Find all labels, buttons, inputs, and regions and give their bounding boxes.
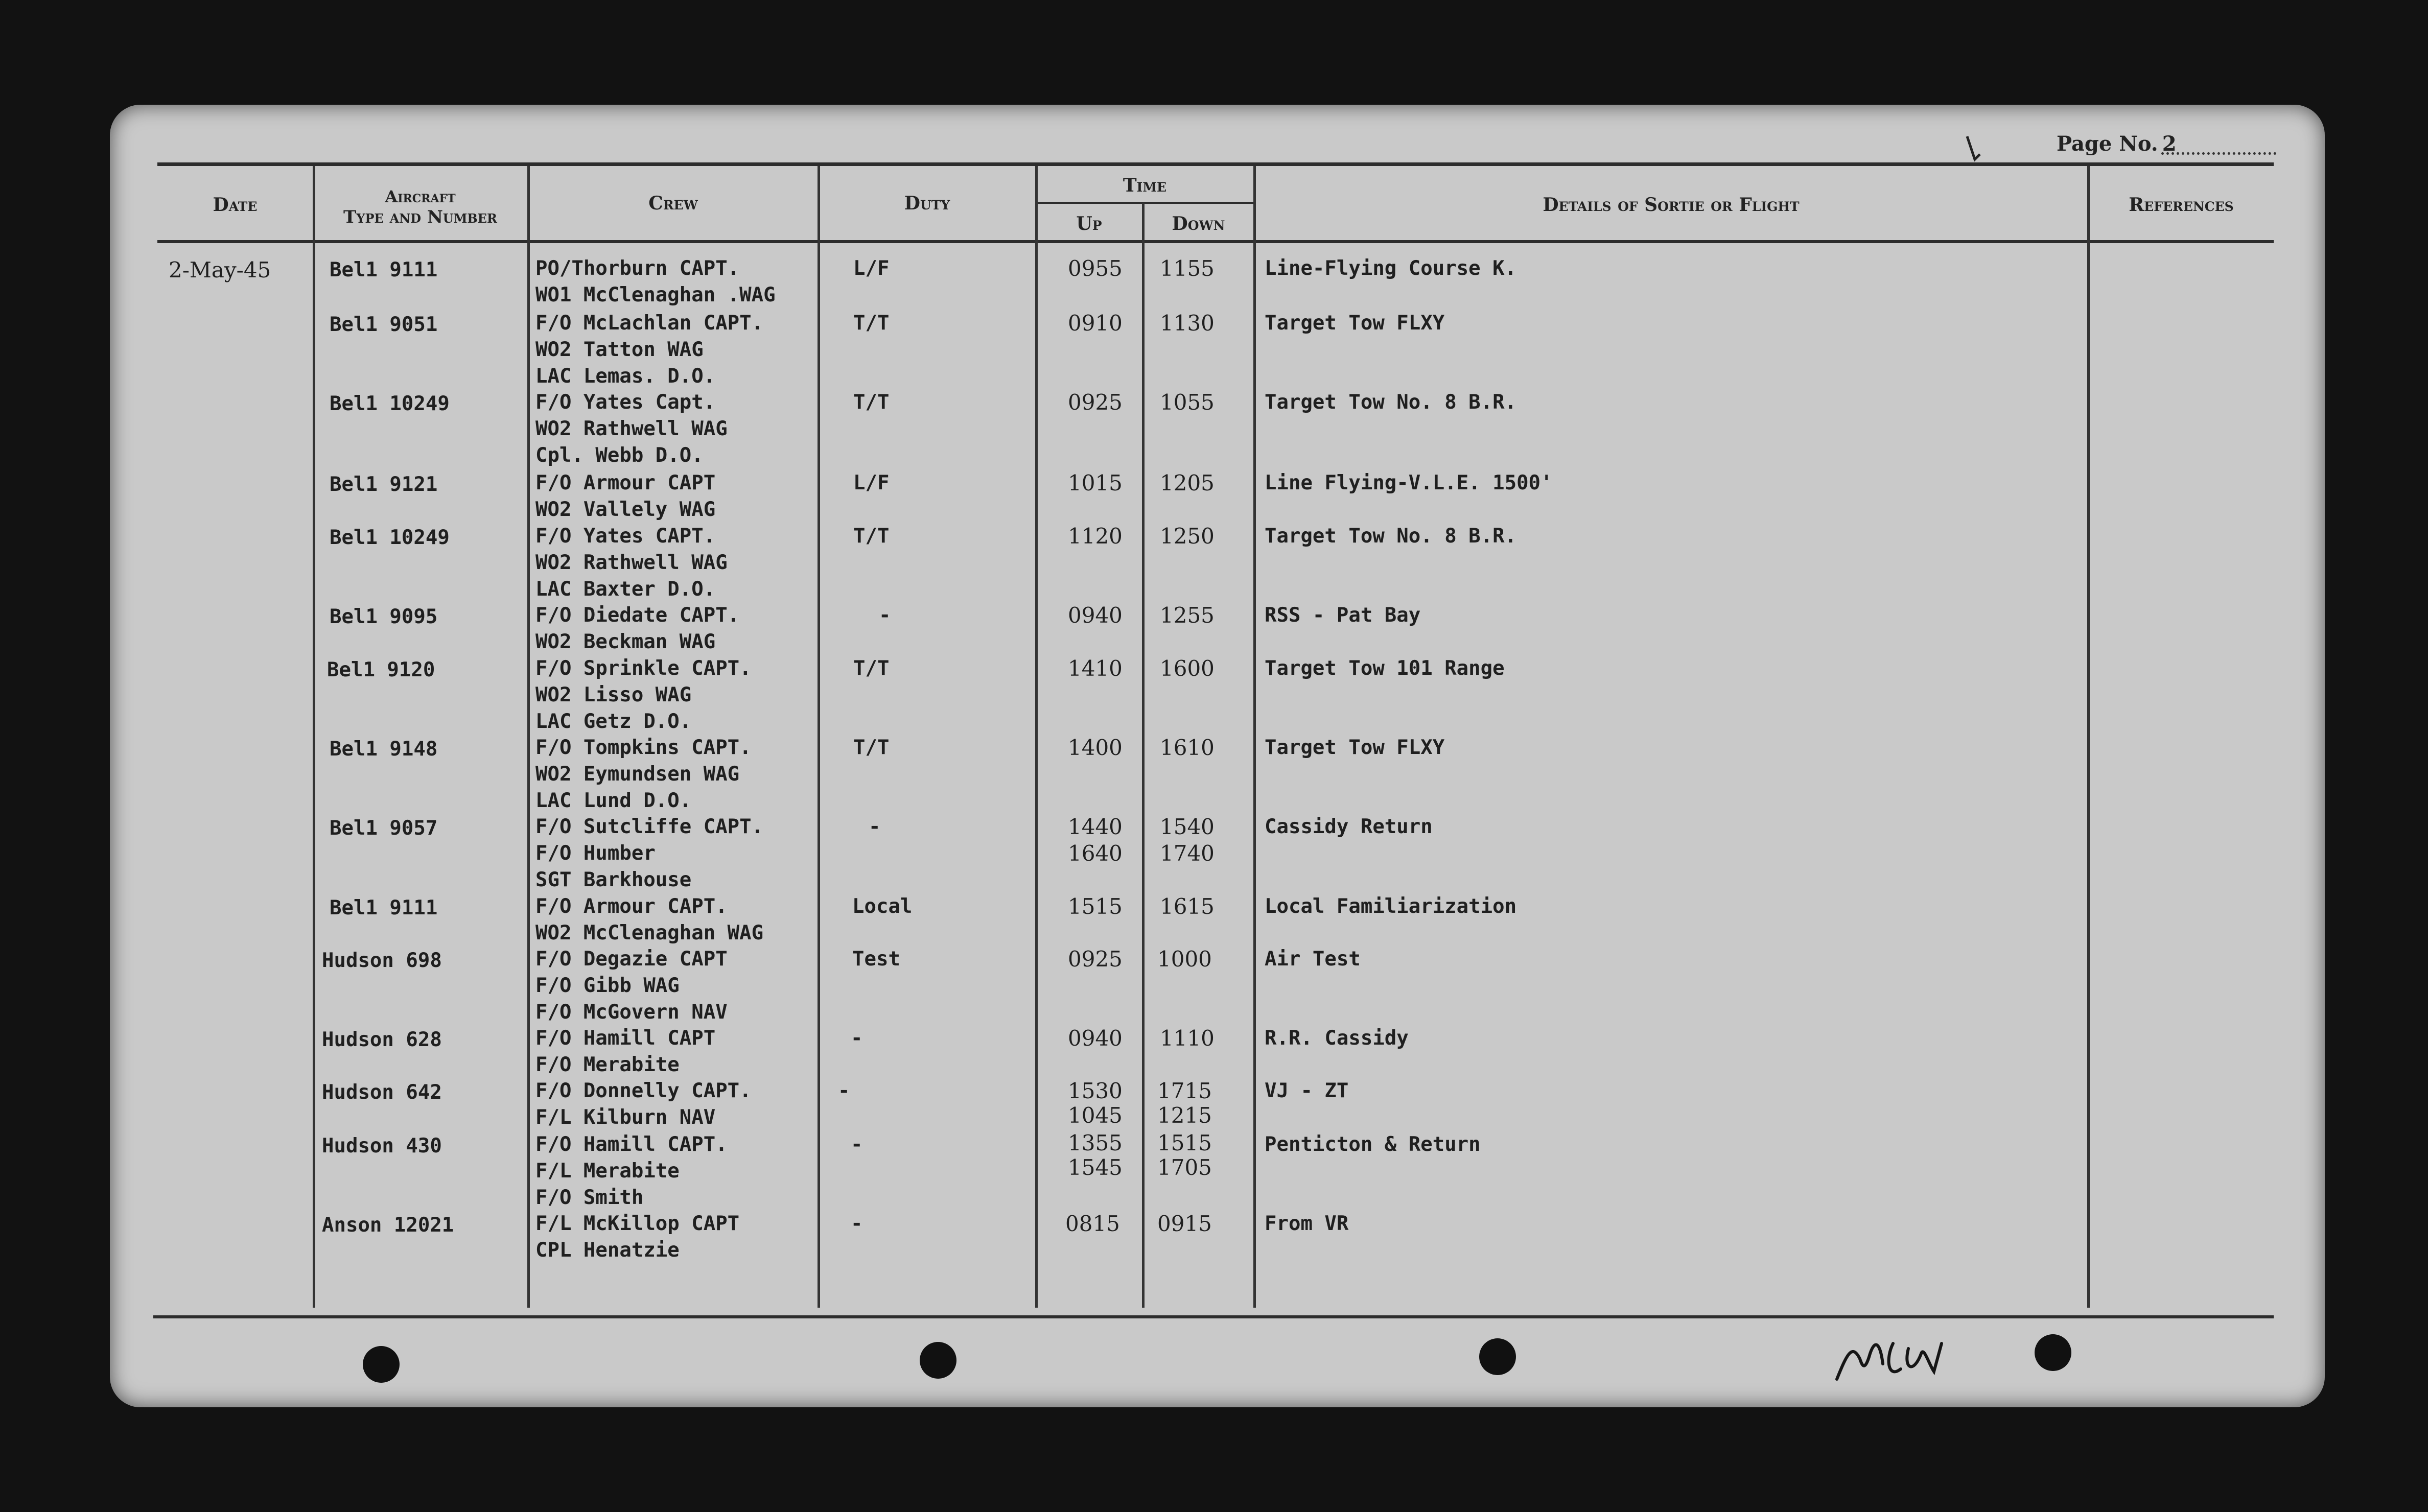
crew-line: F/O McGovern NAV bbox=[535, 1001, 728, 1024]
time-up: 0910 bbox=[1068, 311, 1123, 336]
time-up: 1120 bbox=[1068, 524, 1123, 549]
time-down: 1740 bbox=[1160, 841, 1215, 866]
time-up: 0955 bbox=[1068, 256, 1123, 281]
punch-hole bbox=[1479, 1338, 1516, 1375]
details-cell: Air Test bbox=[1265, 948, 1361, 971]
duty-cell: - bbox=[879, 604, 891, 627]
col-divider-duty bbox=[1035, 166, 1038, 1308]
duty-cell: - bbox=[869, 815, 881, 838]
col-divider-details bbox=[2087, 166, 2090, 1308]
crew-line: WO2 Beckman WAG bbox=[535, 630, 716, 653]
duty-cell: Test bbox=[852, 948, 900, 971]
duty-cell: T/T bbox=[853, 657, 890, 680]
crew-line: SGT Barkhouse bbox=[535, 868, 692, 891]
duty-cell: T/T bbox=[853, 525, 890, 548]
time-down: 1540 bbox=[1160, 814, 1215, 839]
time-up: 0925 bbox=[1068, 390, 1123, 415]
header-down: Down bbox=[1172, 213, 1225, 234]
details-cell: Target Tow FLXY bbox=[1265, 312, 1445, 335]
time-up: 0815 bbox=[1065, 1211, 1120, 1236]
time-down: 1615 bbox=[1160, 894, 1215, 919]
top-rule bbox=[157, 162, 2274, 166]
crew-line: LAC Lemas. D.O. bbox=[535, 365, 716, 388]
time-down: 1000 bbox=[1157, 947, 1212, 972]
col-divider-down bbox=[1253, 166, 1256, 1308]
col-divider-up bbox=[1142, 203, 1145, 1308]
duty-cell: L/F bbox=[853, 471, 890, 494]
details-cell: RSS - Pat Bay bbox=[1265, 604, 1421, 627]
crew-line: F/L McKillop CAPT bbox=[535, 1212, 740, 1235]
crew-line: F/O Merabite bbox=[535, 1053, 680, 1076]
details-cell: From VR bbox=[1265, 1212, 1349, 1235]
time-down: 1610 bbox=[1160, 735, 1215, 760]
time-up: 1545 bbox=[1068, 1155, 1123, 1180]
time-up: 1440 bbox=[1068, 814, 1123, 839]
time-down: 1600 bbox=[1160, 656, 1215, 681]
time-up: 0940 bbox=[1068, 1026, 1123, 1051]
crew-line: F/O McLachlan CAPT. bbox=[535, 312, 764, 335]
bottom-rule bbox=[153, 1315, 2274, 1318]
punch-hole bbox=[2035, 1334, 2071, 1371]
crew-line: F/O Diedate CAPT. bbox=[535, 604, 740, 627]
time-down: 1110 bbox=[1160, 1026, 1215, 1051]
duty-cell: T/T bbox=[853, 736, 890, 759]
details-cell: Target Tow FLXY bbox=[1265, 736, 1445, 759]
check-mark-icon bbox=[1965, 134, 1985, 164]
details-cell: VJ - ZT bbox=[1265, 1079, 1349, 1102]
crew-line: WO2 Eymundsen WAG bbox=[535, 763, 740, 786]
aircraft-cell: Hudson 430 bbox=[322, 1135, 442, 1157]
time-up: 1045 bbox=[1068, 1103, 1123, 1128]
col-divider-crew bbox=[818, 166, 820, 1308]
time-down: 1250 bbox=[1160, 524, 1215, 549]
header-bottom-rule bbox=[157, 240, 2274, 243]
punch-hole bbox=[920, 1342, 956, 1379]
crew-line: LAC Baxter D.O. bbox=[535, 578, 716, 601]
details-cell: Penticton & Return bbox=[1265, 1133, 1481, 1156]
crew-line: LAC Getz D.O. bbox=[535, 710, 692, 733]
page-label: Page No. bbox=[2057, 132, 2158, 156]
duty-cell: - bbox=[851, 1212, 863, 1235]
aircraft-cell: Bel1 10249 bbox=[330, 392, 450, 415]
duty-cell: Local bbox=[852, 895, 913, 918]
details-cell: Cassidy Return bbox=[1265, 815, 1433, 838]
aircraft-cell: Bel1 9057 bbox=[330, 817, 438, 840]
duty-cell: L/F bbox=[853, 257, 890, 280]
duty-cell: - bbox=[838, 1079, 850, 1102]
crew-line: F/O Donnelly CAPT. bbox=[535, 1079, 752, 1102]
crew-line: F/O Smith bbox=[535, 1186, 644, 1209]
crew-line: WO2 Rathwell WAG bbox=[535, 417, 728, 440]
crew-line: F/L Kilburn NAV bbox=[535, 1106, 716, 1129]
time-up: 0925 bbox=[1068, 947, 1123, 972]
time-up: 1640 bbox=[1068, 841, 1123, 866]
time-up: 1410 bbox=[1068, 656, 1123, 681]
time-down: 1215 bbox=[1157, 1103, 1212, 1128]
header-date: Date bbox=[213, 194, 258, 216]
crew-line: F/O Degazie CAPT bbox=[535, 948, 728, 971]
crew-line: LAC Lund D.O. bbox=[535, 789, 692, 812]
crew-line: F/O Gibb WAG bbox=[535, 974, 680, 997]
crew-line: F/O Hamill CAPT bbox=[535, 1027, 716, 1050]
time-down: 1515 bbox=[1157, 1130, 1212, 1155]
crew-line: F/O Armour CAPT. bbox=[535, 895, 728, 918]
time-up: 1400 bbox=[1068, 735, 1123, 760]
aircraft-cell: Bel1 9148 bbox=[330, 738, 438, 761]
header-up: Up bbox=[1076, 213, 1102, 234]
page-number: 2 bbox=[2162, 132, 2177, 156]
crew-line: F/O Sprinkle CAPT. bbox=[535, 657, 752, 680]
time-down: 1255 bbox=[1160, 603, 1215, 628]
details-cell: Target Tow No. 8 B.R. bbox=[1265, 391, 1517, 414]
punch-hole bbox=[363, 1346, 400, 1383]
crew-line: WO1 McClenaghan .WAG bbox=[535, 284, 776, 306]
col-divider-aircraft bbox=[527, 166, 530, 1308]
crew-line: F/O Hamill CAPT. bbox=[535, 1133, 728, 1156]
crew-line: WO2 Vallely WAG bbox=[535, 498, 716, 521]
aircraft-cell: Hudson 628 bbox=[322, 1028, 442, 1051]
header-crew: Crew bbox=[648, 193, 698, 214]
crew-line: F/L Merabite bbox=[535, 1160, 680, 1183]
crew-line: PO/Thorburn CAPT. bbox=[535, 257, 740, 280]
aircraft-cell: Bel1 9120 bbox=[327, 658, 435, 681]
handwritten-initials-icon bbox=[1832, 1323, 1959, 1389]
date-entry: 2-May-45 bbox=[169, 257, 271, 282]
aircraft-cell: Bel1 10249 bbox=[330, 526, 450, 549]
crew-line: WO2 McClenaghan WAG bbox=[535, 922, 764, 944]
details-cell: Line Flying-V.L.E. 1500' bbox=[1265, 471, 1553, 494]
details-cell: Local Familiarization bbox=[1265, 895, 1517, 918]
header-time: Time bbox=[1123, 175, 1167, 196]
page-number-label bbox=[2057, 132, 2177, 156]
crew-line: CPL Henatzie bbox=[535, 1239, 680, 1262]
col-divider-date bbox=[313, 166, 315, 1308]
crew-line: WO2 Tatton WAG bbox=[535, 338, 704, 361]
crew-line: WO2 Rathwell WAG bbox=[535, 551, 728, 574]
crew-line: WO2 Lisso WAG bbox=[535, 683, 692, 706]
time-up: 1530 bbox=[1068, 1078, 1123, 1103]
details-cell: Line-Flying Course K. bbox=[1265, 257, 1517, 280]
time-down: 1155 bbox=[1160, 256, 1215, 281]
time-up: 1515 bbox=[1068, 894, 1123, 919]
details-cell: Target Tow No. 8 B.R. bbox=[1265, 525, 1517, 548]
details-cell: Target Tow 101 Range bbox=[1265, 657, 1505, 680]
time-down: 0915 bbox=[1157, 1211, 1212, 1236]
page-number-dotted-line bbox=[2161, 152, 2276, 155]
aircraft-cell: Hudson 698 bbox=[322, 949, 442, 972]
crew-line: F/O Yates Capt. bbox=[535, 391, 716, 414]
aircraft-cell: Bel1 9051 bbox=[330, 313, 438, 336]
time-down: 1055 bbox=[1160, 390, 1215, 415]
aircraft-cell: Bel1 9121 bbox=[330, 473, 438, 496]
time-up: 1015 bbox=[1068, 470, 1123, 495]
time-subheader-rule bbox=[1036, 202, 1253, 204]
aircraft-cell: Bel1 9095 bbox=[330, 605, 438, 628]
aircraft-cell: Bel1 9111 bbox=[330, 258, 438, 281]
duty-cell: T/T bbox=[853, 391, 890, 414]
details-cell: R.R. Cassidy bbox=[1265, 1027, 1409, 1050]
header-duty: Duty bbox=[904, 193, 950, 214]
duty-cell: - bbox=[851, 1133, 863, 1156]
time-down: 1205 bbox=[1160, 470, 1215, 495]
duty-cell: T/T bbox=[853, 312, 890, 335]
time-up: 0940 bbox=[1068, 603, 1123, 628]
aircraft-cell: Hudson 642 bbox=[322, 1081, 442, 1104]
header-aircraft-line1: Aircraft bbox=[385, 187, 456, 206]
duty-cell: - bbox=[851, 1027, 863, 1050]
header-aircraft-line2: Type and Number bbox=[343, 207, 497, 227]
crew-line: Cpl. Webb D.O. bbox=[535, 444, 704, 467]
time-down: 1130 bbox=[1160, 311, 1215, 336]
time-down: 1715 bbox=[1157, 1078, 1212, 1103]
crew-line: F/O Sutcliffe CAPT. bbox=[535, 815, 764, 838]
aircraft-cell: Anson 12021 bbox=[322, 1214, 454, 1237]
crew-line: F/O Armour CAPT bbox=[535, 471, 716, 494]
time-up: 1355 bbox=[1068, 1130, 1123, 1155]
crew-line: F/O Tompkins CAPT. bbox=[535, 736, 752, 759]
aircraft-cell: Bel1 9111 bbox=[330, 896, 438, 919]
header-details: Details of Sortie or Flight bbox=[1543, 194, 1800, 216]
header-references: References bbox=[2129, 194, 2234, 216]
crew-line: F/O Humber bbox=[535, 842, 656, 865]
crew-line: F/O Yates CAPT. bbox=[535, 525, 716, 548]
time-down: 1705 bbox=[1157, 1155, 1212, 1180]
